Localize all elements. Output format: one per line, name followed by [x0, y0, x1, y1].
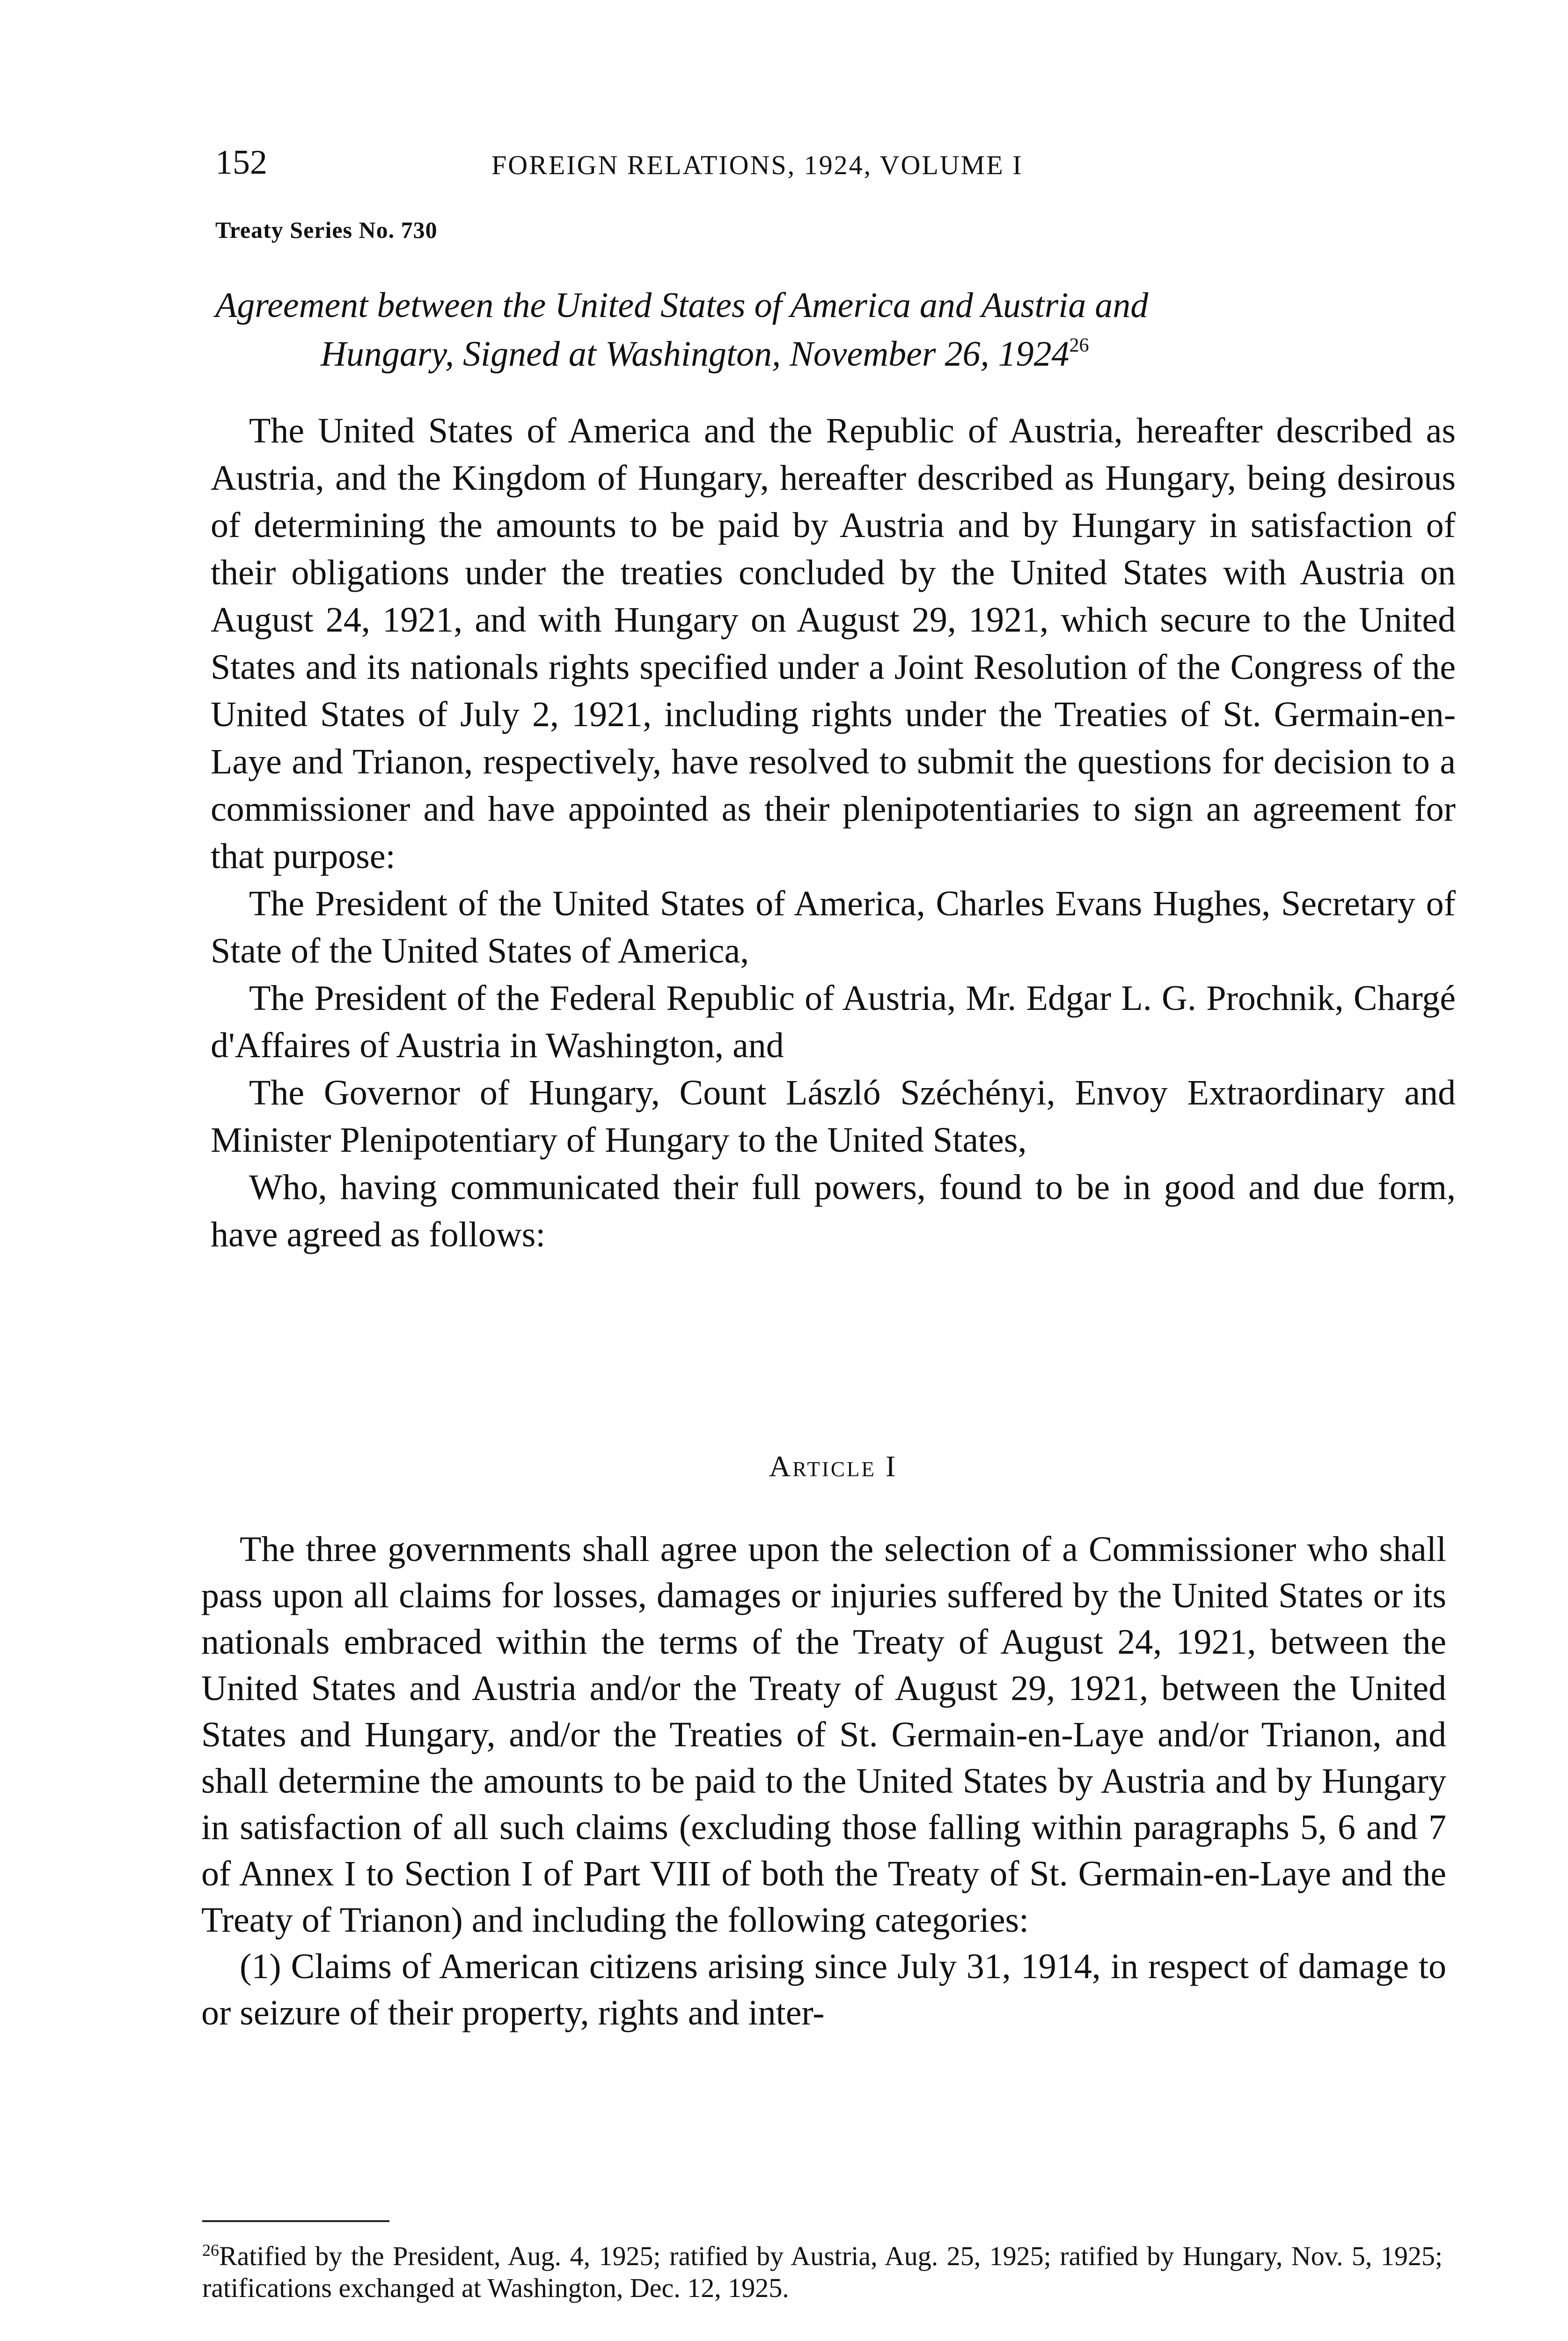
article-paragraph: The three governments shall agree upon the selection of a Commissioner who shall pass upon all claims for losses, damages or injuries suffered by the United States or its nationals embraced within the terms of the Treaty of August 24, 1921, between the United States and Austria and/or the Treaty of August 29, 1921, between the United States and Hungary, and/or the Treaties of St. Germain-en-Laye and/or Trianon, and shall determine the amounts to be paid to the United States by Austria and by Hungary in satisfaction of all such claims (excluding those falling within paragraphs 5, 6 and 7 of Annex I to Section I of Part VIII of both the Treaty of St. Germain-en-Laye and the Treaty of Trianon) and including the following categories:	[201, 1530, 1446, 1940]
footnote-marker: 26	[202, 2241, 219, 2260]
preamble-paragraph: The Governor of Hungary, Count László Széchényi, Envoy Extraordinary and Minister Plenipotentiary of Hungary to the United States,	[211, 1073, 1456, 1160]
article-heading: Article I	[769, 1450, 898, 1483]
preamble	[211, 407, 1456, 1259]
footnote-text: Ratified by the President, Aug. 4, 1925; ratified by Austria, Aug. 25, 1925; ratified by Hungary, Nov. 5, 1925; ratifications exchanged at Washington, Dec. 12, 1925.	[202, 2241, 1443, 2303]
running-head: FOREIGN RELATIONS, 1924, VOLUME I	[491, 150, 1023, 180]
preamble-paragraph: Who, having communicated their full powers, found to be in good and due form, have agreed as follows:	[211, 1168, 1456, 1254]
title-line-2: Hungary, Signed at Washington, November 26, 1924$^{26}$	[321, 334, 1089, 374]
preamble-paragraph: The United States of America and the Republic of Austria, hereafter described as Austria, and the Kingdom of Hungary, hereafter described as Hungary, being desirous of determining the amounts to be paid by Austria and by Hungary in satisfaction of their obligations under the treaties concluded by the United States with Austria on August 24, 1921, and with Hungary on August 29, 1921, which secure to the United States and its nationals rights specified under a Joint Resolution of the Congress of the United States of July 2, 1921, including rights under the Treaties of St. Germain-en-Laye and Trianon, respectively, have resolved to submit the questions for decision to a commissioner and have appointed as their plenipotentiaries to sign an agreement for that purpose:	[211, 411, 1456, 876]
article-paragraph: (1) Claims of American citizens arising since July 31, 1914, in respect of damage to or seizure of their property, rights and inter-	[201, 1947, 1446, 2032]
title-line-1: Agreement between the United States of America and Austria and	[215, 286, 1149, 325]
preamble-paragraph: The President of the Federal Republic of Austria, Mr. Edgar L. G. Prochnik, Chargé d'Affaires of Austria in Washington, and	[211, 979, 1456, 1065]
title-footnote-ref: 26	[1069, 335, 1089, 356]
preamble-paragraph: The President of the United States of America, Charles Evans Hughes, Secretary of State of the United States of America,	[211, 884, 1456, 971]
footnote-divider	[202, 2220, 389, 2222]
footnote	[202, 2240, 1443, 2304]
page-header	[215, 143, 1451, 190]
agreement-title	[215, 281, 1451, 378]
page-number: 152	[215, 143, 267, 182]
article-body	[201, 1526, 1446, 2036]
treaty-series-label: Treaty Series No. 730	[215, 217, 438, 243]
